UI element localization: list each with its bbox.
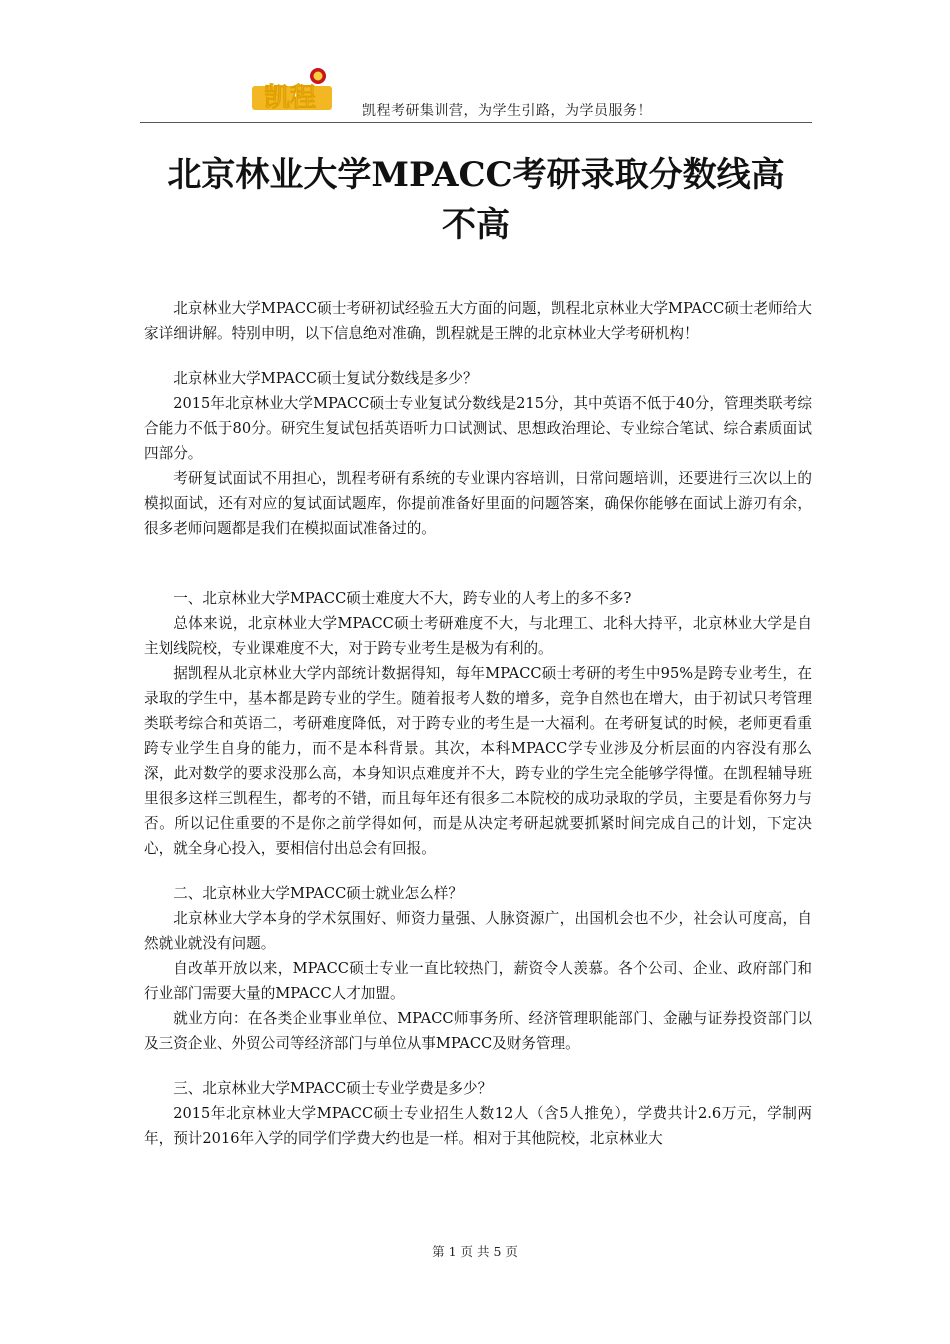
- section-3-paragraph-1: 2015年北京林业大学MPACC硕士专业招生人数12人（含5人推免），学费共计2.6万元，学制两年，预计2016年入学的同学们学费大约也是一样。相对于其他院校，北京林业大: [144, 1105, 812, 1147]
- page-header: [140, 62, 812, 124]
- section-heading-2: 二、北京林业大学MPACC硕士就业怎么样？: [173, 885, 463, 902]
- page-footer: 第 1 页 共 5 页: [432, 1244, 518, 1259]
- header-slogan: 凯程考研集训营，为学生引路，为学员服务！: [362, 103, 652, 119]
- header-divider: [140, 122, 812, 123]
- section-1-paragraph-2: 据凯程从北京林业大学内部统计数据得知，每年MPACC硕士考研的考生中95%是跨专业考生，在录取的学生中，基本都是跨专业的学生。随着报考人数的增多，竞争自然也在增大，由于初试只考管理类联考综合和英语二，考研难度降低，对于跨专业的考生是一大福利。在考研复试的时候，老师更看重跨专业学生自身的能力，而不是本科背景。其次，本科MPACC学专业涉及分析层面的内容没有那么深，此对数学的要求没那么高，本身知识点难度并不大，跨专业的学生完全能够学得懂。在凯程辅导班里很多这样三凯程生，都考的不错，而且每年还有很多二本院校的成功录取的学员，主要是看你努力与否。所以记住重要的不是你之前学得如何，而是从决定考研起就要抓紧时间完成自己的计划，下定决心，就全身心投入，要相信付出总会有回报。: [144, 665, 812, 857]
- section-1-paragraph-1: 总体来说，北京林业大学MPACC硕士考研难度不大，与北理工、北科大持平，北京林业大学是自主划线院校，专业课难度不大，对于跨专业考生是极为有利的。: [144, 615, 812, 657]
- section-heading-3: 三、北京林业大学MPACC硕士专业学费是多少？: [173, 1080, 493, 1097]
- title-line-2: 不高: [442, 205, 510, 245]
- logo-text: 凯程: [263, 83, 317, 110]
- section-2-paragraph-3: 就业方向：在各类企业事业单位、MPACC师事务所、经济管理职能部门、金融与证券投资部门以及三资企业、外贸公司等经济部门与单位从事MPACC及财务管理。: [144, 1010, 812, 1052]
- article-body: [144, 296, 812, 1151]
- kaicheng-logo: [252, 66, 332, 110]
- section-2-paragraph-2: 自改革开放以来，MPACC硕士专业一直比较热门，薪资令人羡慕。各个公司、企业、政府部门和行业部门需要大量的MPACC人才加盟。: [144, 960, 812, 1002]
- title-line-1: 北京林业大学MPACC考研录取分数线高: [167, 155, 785, 195]
- page-title: [140, 150, 812, 250]
- section-heading-1: 一、北京林业大学MPACC硕士难度大不大，跨专业的人考上的多不多?: [173, 590, 632, 607]
- question-score: 北京林业大学MPACC硕士复试分数线是多少？: [173, 370, 478, 387]
- section-2-paragraph-1: 北京林业大学本身的学术氛围好、师资力量强、人脉资源广，出国机会也不少，社会认可度高，自然就业就没有问题。: [144, 910, 812, 952]
- intro-paragraph: 北京林业大学MPACC硕士考研初试经验五大方面的问题，凯程北京林业大学MPACC硕士老师给大家详细讲解。特别申明，以下信息绝对准确，凯程就是王牌的北京林业大学考研机构！: [144, 300, 812, 342]
- score-answer: 2015年北京林业大学MPACC硕士专业复试分数线是215分，其中英语不低于40分，管理类联考综合能力不低于80分。研究生复试包括英语听力口试测试、思想政治理论、专业综合笔试、综合素质面试四部分。: [144, 395, 812, 462]
- interview-tip: 考研复试面试不用担心，凯程考研有系统的专业课内容培训，日常问题培训，还要进行三次以上的模拟面试，还有对应的复试面试题库，你提前准备好里面的问题答案，确保你能够在面试上游刃有余，很多老师问题都是我们在模拟面试准备过的。: [144, 470, 812, 537]
